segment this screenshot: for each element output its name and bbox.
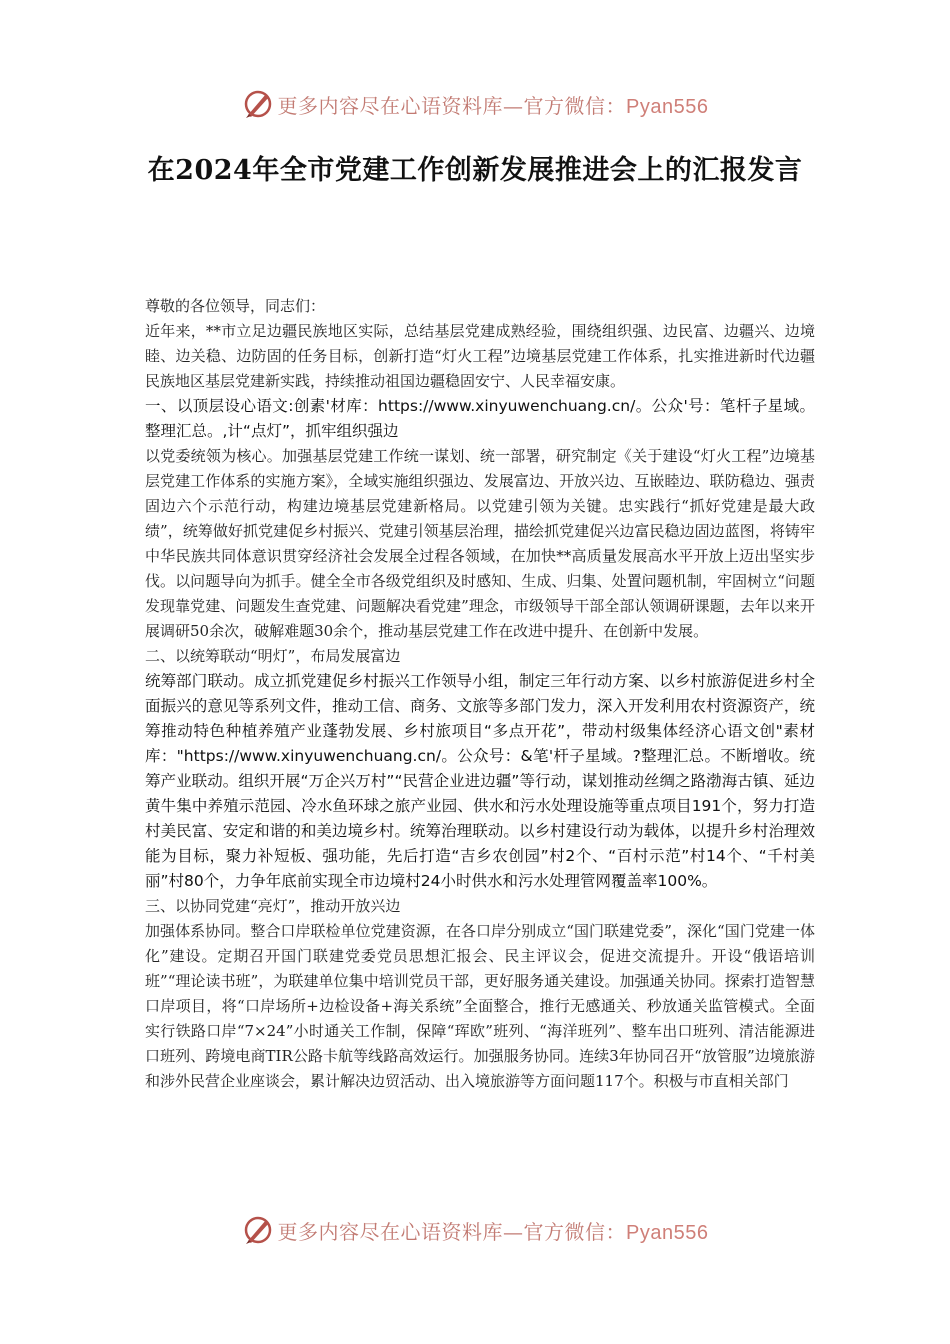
section2-heading: 二、以统筹联动“明灯”，布局发展富边 [145, 647, 401, 665]
watermark-wechat-id: Pyan556 [626, 1221, 709, 1244]
section1-heading: 一、以顶层设心语文:创素'材库：https://www.xinyuwenchuang.cn/。公众'号：笔杆子星域。整理汇总。,计“点灯”，抓牢组织强边 [145, 397, 815, 440]
footer-watermark-banner [0, 1210, 950, 1250]
pen-circle-logo-icon [242, 88, 274, 120]
watermark-text: 更多内容尽在心语资料库—官方微信：Pyan556 [277, 93, 709, 118]
document-body [145, 294, 815, 1094]
document-title: 在2024年全市党建工作创新发展推进会上的汇报发言 [147, 155, 803, 186]
section2-body: 统筹部门联动。成立抓党建促乡村振兴工作领导小组，制定三年行动方案、以乡村旅游促进乡村全面振兴的意见等系列文件，推动工信、商务、文旅等多部门发力，深入开发利用农村资源资产，统筹推动特色种植养殖产业蓬勃发展、乡村旅项目“多点开花”，带动村级集体经济心语文创"素材库："https://www.xinyuwenchuang.cn/。公众号：&笔'杆子星域。?整理汇总。不断增收。统筹产业联动。组织开展“万企兴万村”“民营企业进边疆”等行动，谋划推动丝绸之路渤海古镇、延边黄牛集中养殖示范园、冷水鱼环球之旅产业园、供水和污水处理设施等重点项目191个，努力打造村美民富、安定和谐的和美边境乡村。统筹治理联动。以乡村建设行动为载体，以提升乡村治理效能为目标，聚力补短板、强功能，先后打造“吉乡农创园”村2个、“百村示范”村14个、“千村美丽”村80个，力争年底前实现全市边境村24小时供水和污水处理管网覆盖率100%。 [145, 672, 815, 890]
intro-paragraph: 近年来，**市立足边疆民族地区实际，总结基层党建成熟经验，围绕组织强、边民富、边疆兴、边境睦、边关稳、边防固的任务目标，创新打造“灯火工程”边境基层党建工作体系，扎实推进新时代边疆民族地区基层党建新实践，持续推动祖国边疆稳固安宁、人民幸福安康。 [145, 322, 815, 390]
greeting: 尊敬的各位领导，同志们： [145, 297, 326, 315]
section3-body: 加强体系协同。整合口岸联检单位党建资源，在各口岸分别成立“国门联建党委”，深化“国门党建一体化”建设。定期召开国门联建党委党员思想汇报会、民主评议会，促进交流提升。开设“俄语培训班”“理论读书班”，为联建单位集中培训党员干部，更好服务通关建设。加强通关协同。探索打造智慧口岸项目，将“口岸场所+边检设备+海关系统”全面整合，推行无感通关、秒放通关监管模式。全面实行铁路口岸“7×24”小时通关工作制，保障“珲欧”班列、“海洋班列”、整车出口班列、清洁能源进口班列、跨境电商TIR公路卡航等线路高效运行。加强服务协同。连续3年协同召开“放管服”边境旅游和涉外民营企业座谈会，累计解决边贸活动、出入境旅游等方面问题117个。积极与市直相关部门 [145, 922, 815, 1090]
section3-heading: 三、以协同党建“亮灯”，推动开放兴边 [145, 897, 401, 915]
pen-circle-logo-icon [242, 1214, 274, 1246]
section1-body: 以党委统领为核心。加强基层党建工作统一谋划、统一部署，研究制定《关于建设“灯火工程”边境基层党建工作体系的实施方案》，全域实施组织强边、发展富边、开放兴边、互嵌睦边、联防稳边、强责固边六个示范行动，构建边境基层党建新格局。以党建引领为关键。忠实践行“抓好党建是最大政绩”，统筹做好抓党建促乡村振兴、党建引领基层治理，描绘抓党建促兴边富民稳边固边蓝图，将铸牢中华民族共同体意识贯穿经济社会发展全过程各领域，在加快**高质量发展高水平开放上迈出坚实步伐。以问题导向为抓手。健全全市各级党组织及时感知、生成、归集、处置问题机制，牢固树立“问题发现靠党建、问题发生查党建、问题解决看党建”理念，市级领导干部全部认领调研课题，去年以来开展调研50余次，破解难题30余个，推动基层党建工作在改进中提升、在创新中发展。 [145, 447, 815, 640]
header-watermark-banner [0, 84, 950, 124]
watermark-text: 更多内容尽在心语资料库—官方微信：Pyan556 [277, 1219, 709, 1244]
watermark-wechat-id: Pyan556 [626, 95, 709, 118]
